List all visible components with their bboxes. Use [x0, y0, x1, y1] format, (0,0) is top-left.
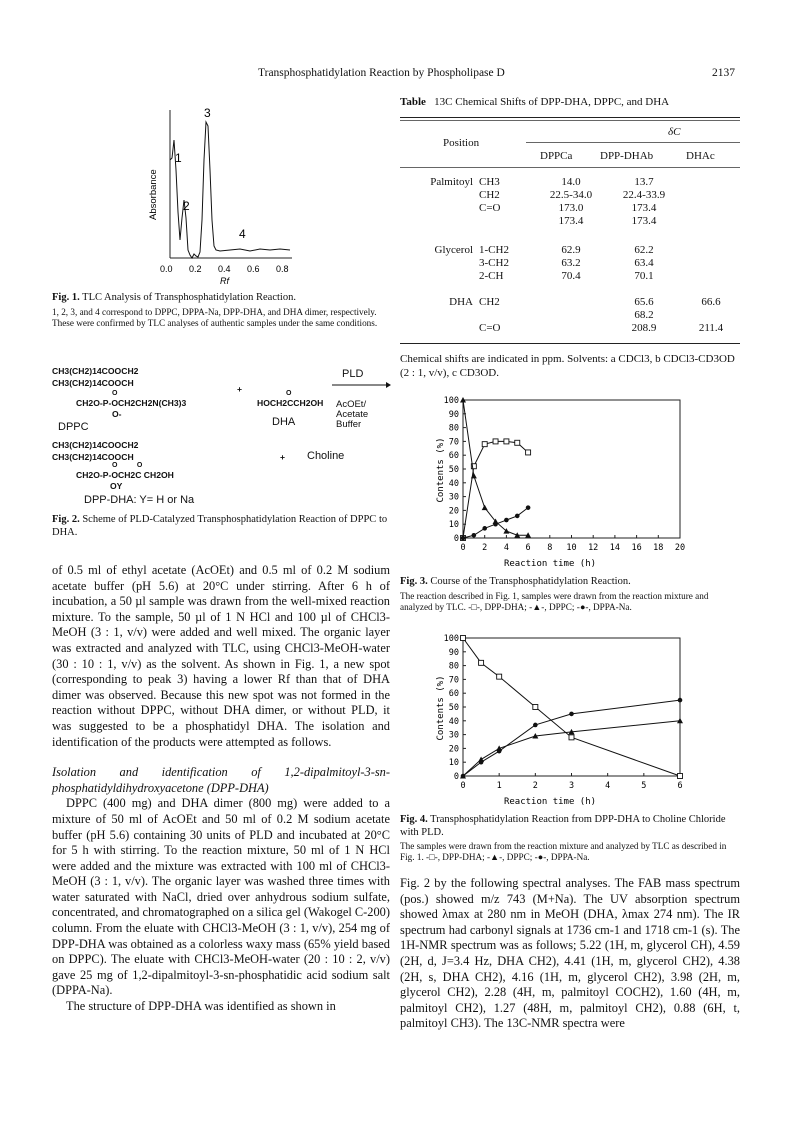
fig2-caption: [52, 514, 390, 539]
table-row: 2-CH 70.4 70.1: [479, 270, 654, 282]
fig1-trace: [170, 122, 290, 258]
x-tick-label: 8: [547, 543, 553, 553]
series-line-dpp-dha: [463, 638, 680, 776]
fig1-caption-title: TLC Analysis of Transphosphatidylation Reaction.: [82, 292, 296, 303]
y-tick-label: 50: [448, 465, 459, 475]
table-col-position: Position: [443, 137, 480, 149]
fig1-xtick-1: 0.2: [189, 264, 202, 274]
product-name: DPP-DHA: Y= H or Na: [84, 494, 195, 506]
table-col-dppdha: DPP-DHAb: [600, 150, 654, 162]
dppc-formula-line1: CH3(CH2)14COOCH2: [52, 366, 139, 376]
point-dpp-dha: [515, 440, 520, 445]
chemical-shift-table: [400, 176, 737, 335]
fig1-peak-2: 2: [183, 199, 190, 213]
fig2-scheme: CH3(CH2)14COOCH2 CH3(CH2)14COOCH O CH2O-P-OCH2CH2N(CH3)3 O- DPPC + O HOCH2CCH2OH DHA PLD AcOEt/ Acetate Buffer CH3(CH2)14COOCH2 CH3(CH2)14COOCH O O CH2O-P-OCH2C CH2OH OY + Choline DPP-DHA: Y= H or Na: [52, 364, 392, 509]
condition-2: Acetate: [336, 409, 369, 420]
fig1-caption-label: Fig. 1.: [52, 292, 80, 303]
x-tick-label: 20: [674, 543, 686, 553]
fig1-chromatogram: [140, 100, 340, 285]
table-body: [400, 176, 737, 335]
table-label: Table: [400, 96, 426, 108]
point-dpp-dha: [497, 674, 502, 679]
x-tick-label: 4: [605, 781, 611, 791]
x-tick-label: 1: [496, 781, 502, 791]
y-tick-label: 100: [443, 396, 459, 406]
y-tick-label: 30: [448, 730, 459, 741]
left-paragraph-1: of 0.5 ml of ethyl acetate (AcOEt) and 0.5 ml of 0.2 M sodium acetate buffer (pH 5.6) at 20°C under stirring. After 6 h of incubation, a 50 µl sample was drawn from the well-mixed reaction mixture. To the sample, 50 µl of 1 N HCl and 100 µl of CHCl3-MeOH (3 : 1, v/v) were added and well mixed. The organic layer was extracted and analyzed with TLC, using CHCl3-MeOH-water (30 : 10 : 1, v/v) as the solvent. As shown in Fig. 1, a new spot (corresponding to peak 3) having a lower Rf than that of DHA dimer was observed. Because this new spot was not formed in the reaction without DPPC, without DHA dimer, or without PLD, it was suggested to be a phosphatidyl DHA. The isolation and identification of the products were attempted as follows.: [52, 563, 390, 749]
product-oy: OY: [110, 481, 123, 491]
dppc-formula-line2: CH3(CH2)14COOCH: [52, 378, 134, 388]
y-tick-label: 90: [448, 409, 459, 420]
point-dppc: [482, 505, 488, 511]
table-row: DHA CH2 65.6 66.6: [449, 296, 721, 308]
fig3-caption: [400, 576, 740, 587]
reaction-arrow: [332, 381, 392, 389]
point-dpp-dha: [493, 439, 498, 444]
condition-3: Buffer: [336, 419, 362, 430]
y-tick-label: 20: [448, 506, 459, 517]
table-row: Glycerol 1-CH2 62.9 62.2: [434, 244, 654, 256]
y-tick-label: 100: [443, 634, 459, 644]
fig4-caption: [400, 814, 740, 839]
x-tick-label: 2: [482, 543, 488, 553]
point-dppa-na: [678, 698, 683, 703]
y-tick-label: 20: [448, 744, 459, 755]
y-tick-label: 40: [448, 716, 459, 727]
section-heading: Isolation and identification of 1,2-dipalmitoyl-3-sn-phosphatidyldihydroxyacetone (DPP-DHA): [52, 765, 390, 795]
y-tick-label: 0: [453, 772, 459, 782]
table-footnote: Chemical shifts are indicated in ppm. Solvents: a CDCl3, b CDCl3-CD3OD (2 : 1, v/v), c CD3OD.: [400, 353, 735, 379]
y-tick-label: 80: [448, 423, 459, 434]
point-dpp-dha: [678, 774, 683, 779]
fig4-ylabel: Contents (%): [436, 675, 446, 741]
x-tick-label: 5: [641, 781, 647, 791]
dppc-o-minus: O-: [112, 409, 122, 419]
product-formula-line3: CH2O-P-OCH2C CH2OH: [76, 470, 174, 480]
plot-frame: [463, 638, 680, 776]
fig4-caption-label: Fig. 4.: [400, 814, 428, 825]
fig1-peak-3: 3: [204, 106, 211, 120]
product-formula-line2: CH3(CH2)14COOCH: [52, 452, 134, 462]
x-tick-label: 2: [532, 781, 538, 791]
fig4-xlabel: Reaction time (h): [503, 797, 597, 807]
fig4-chart: [425, 630, 690, 808]
fig1-caption-note: 1, 2, 3, and 4 correspond to DPPC, DPPA-Na, DPP-DHA, and DHA dimer, respectively. These were confirmed by TLC analyses of authentic samples under the same conditions.: [52, 307, 378, 328]
point-dppa-na: [493, 522, 498, 527]
dha-name: DHA: [272, 416, 296, 428]
point-dppa-na: [497, 749, 502, 754]
right-paragraph-1: Fig. 2 by the following spectral analyses. The FAB mass spectrum (pos.) showed m/z 743 (M+Na). The UV absorption spectrum showed λmax at 280 nm in MeOH (DHA, λmax 274 nm). The IR spectrum had carbonyl signals at 1736 cm-1 and 1718 cm-1 (s). The 1H-NMR spectrum was as follows; 5.22 (1H, m, glycerol CH), 4.59 (2H, d, J=3.4 Hz, DHA CH2), 4.41 (1H, m, glycerol CH2), 4.38 (2H, s, DHA CH2), 4.16 (1H, m, glycerol CH2), 3.98 (2H, m, glycerol CH2), 2.28 (4H, m, palmitoyl COCH2), 1.60 (4H, m, palmitoyl CH2), 1.27 (48H, m, palmitoyl CH2), 0.88 (6H, t, palmitoyl CH3). The 13C-NMR spectra were: [400, 876, 740, 1031]
fig3-chart: [425, 392, 690, 570]
fig1-peak-4: 4: [239, 227, 246, 241]
fig2-caption-title: Scheme of PLD-Catalyzed Transphosphatidylation Reaction of DPPC to DHA.: [52, 514, 388, 538]
fig1-xtick-4: 0.8: [276, 264, 289, 274]
plot-frame: [463, 400, 680, 538]
fig3-caption-title: Course of the Transphosphatidylation Reaction.: [430, 576, 631, 587]
table-row: 68.2: [634, 309, 654, 321]
x-tick-label: 6: [677, 781, 683, 791]
point-dpp-dha: [569, 735, 574, 740]
y-tick-label: 0: [453, 534, 459, 544]
point-dpp-dha: [504, 439, 509, 444]
dha-formula: HOCH2CCH2OH: [257, 398, 324, 408]
y-tick-label: 60: [448, 451, 459, 462]
table-row: 173.4 173.4: [558, 215, 657, 227]
point-dppa-na: [472, 533, 477, 538]
x-tick-label: 12: [588, 543, 599, 553]
point-dpp-dha: [479, 660, 484, 665]
x-tick-label: 0: [460, 543, 466, 553]
table-col-dppc: DPPCa: [540, 150, 573, 162]
table-title: 13C Chemical Shifts of DPP-DHA, DPPC, and DHA: [434, 96, 670, 108]
point-dpp-dha: [482, 442, 487, 447]
plus-sign-2: +: [280, 452, 286, 462]
fig1-ylabel: Absorbance: [148, 169, 159, 220]
point-dppa-na: [482, 526, 487, 531]
pld-label: PLD: [342, 368, 364, 380]
table-row: CH2 22.5-34.0 22.4-33.9: [479, 189, 666, 201]
point-dppa-na: [569, 712, 574, 717]
point-dppa-na: [504, 518, 509, 523]
fig3-ylabel: Contents (%): [436, 437, 446, 503]
y-tick-label: 90: [448, 647, 459, 658]
y-tick-label: 10: [448, 520, 459, 531]
point-dppa-na: [526, 505, 531, 510]
point-dpp-dha: [533, 705, 538, 710]
table-row: C=O 173.0 173.4: [479, 202, 657, 214]
fig4-caption-title: Transphosphatidylation Reaction from DPP-DHA to Choline Chloride with PLD.: [400, 814, 726, 838]
table-row: C=O 208.9 211.4: [479, 322, 724, 334]
choline-name: Choline: [307, 450, 345, 462]
dppc-name: DPPC: [58, 421, 89, 433]
y-tick-label: 10: [448, 758, 459, 769]
plus-sign-1: +: [237, 384, 243, 394]
point-dpp-dha: [461, 636, 466, 641]
x-tick-label: 10: [566, 543, 577, 553]
fig1-xtick-3: 0.6: [247, 264, 260, 274]
x-tick-label: 16: [631, 543, 642, 553]
left-column-text: [52, 563, 390, 1015]
y-tick-label: 30: [448, 492, 459, 503]
right-column-text: [400, 876, 740, 1032]
y-tick-label: 80: [448, 661, 459, 672]
fig3-caption-note: The reaction described in Fig. 1, samples were drawn from the reaction mixture and analyzed by TLC. -□-, DPP-DHA; -▲-, DPPC; -●-, DPPA-Na.: [400, 591, 709, 612]
table-col-dha: DHAc: [686, 150, 715, 162]
table-delta-header: δC: [668, 126, 681, 138]
x-tick-label: 6: [525, 543, 531, 553]
fig1-xtick-0: 0.0: [160, 264, 173, 274]
page-number: 2137: [712, 67, 735, 79]
point-dpp-dha: [526, 450, 531, 455]
x-tick-label: 4: [503, 543, 509, 553]
y-tick-label: 70: [448, 437, 459, 448]
y-tick-label: 40: [448, 478, 459, 489]
x-tick-label: 3: [568, 781, 575, 791]
fig1-caption: [52, 292, 392, 303]
y-tick-label: 50: [448, 703, 459, 713]
point-dppa-na: [461, 774, 466, 779]
fig1-peak-1: 1: [175, 151, 182, 165]
y-tick-label: 60: [448, 689, 459, 700]
table-row: 3-CH2 63.2 63.4: [479, 257, 654, 269]
x-tick-label: 14: [609, 543, 621, 553]
point-dppa-na: [479, 760, 484, 765]
table-caption: [400, 96, 740, 108]
left-paragraph-2: DPPC (400 mg) and DHA dimer (800 mg) were added to a mixture of 50 ml of AcOEt and 50 ml of 0.2 M sodium acetate buffer (pH 5.6) containing 30 units of PLD and incubated at 20°C for 5 h with stirring. To the reaction mixture, 50 ml of 1 N HCl were added and the mixture was extracted with 100 ml of CHCl3-MeOH (3 : 1, v/v). The organic layer was washed three times with water saturated with NaCl, dried over anhydrous sodium sulfate, concentrated, and chromatographed on a silica gel (Wakogel C-200) column. From the eluate with CHCl3-MeOH (3 : 1, v/v), 254 mg of DPP-DHA was obtained as a colorless waxy mass (65% yield based on DPPC). The eluate with CHCl3-MeOH-water (20 : 10 : 2, v/v) gave 25 mg of 1,2-dipalmitoyl-3-sn-phosphatidic acid sodium salt (DPPA-Na).: [52, 796, 390, 998]
fig1-xtick-2: 0.4: [218, 264, 231, 274]
fig1-xlabel: Rf: [220, 276, 229, 285]
reaction-conditions: [336, 400, 368, 430]
point-dppa-na: [461, 536, 466, 541]
table-row: Palmitoyl CH3 14.0 13.7: [430, 176, 654, 188]
dppc-formula-line3: CH2O-P-OCH2CH2N(CH3)3: [76, 398, 187, 408]
fig3-caption-label: Fig. 3.: [400, 576, 428, 587]
left-paragraph-3: The structure of DPP-DHA was identified as shown in: [66, 999, 336, 1014]
product-formula-line1: CH3(CH2)14COOCH2: [52, 440, 139, 450]
fig3-xlabel: Reaction time (h): [503, 559, 597, 569]
point-dppa-na: [533, 723, 538, 728]
condition-1: AcOEt/: [336, 399, 367, 410]
running-title: Transphosphatidylation Reaction by Phospholipase D: [258, 67, 505, 79]
x-tick-label: 0: [460, 781, 466, 791]
fig4-caption-note: The samples were drawn from the reaction mixture and analyzed by TLC as described in Fig. 1. -□-, DPP-DHA; -▲-, DPPC; -●-, DPPA-Na.: [400, 841, 727, 862]
x-tick-label: 18: [653, 543, 664, 553]
point-dppc: [471, 473, 477, 479]
point-dppa-na: [515, 514, 520, 519]
fig2-caption-label: Fig. 2.: [52, 514, 80, 525]
y-tick-label: 70: [448, 675, 459, 686]
